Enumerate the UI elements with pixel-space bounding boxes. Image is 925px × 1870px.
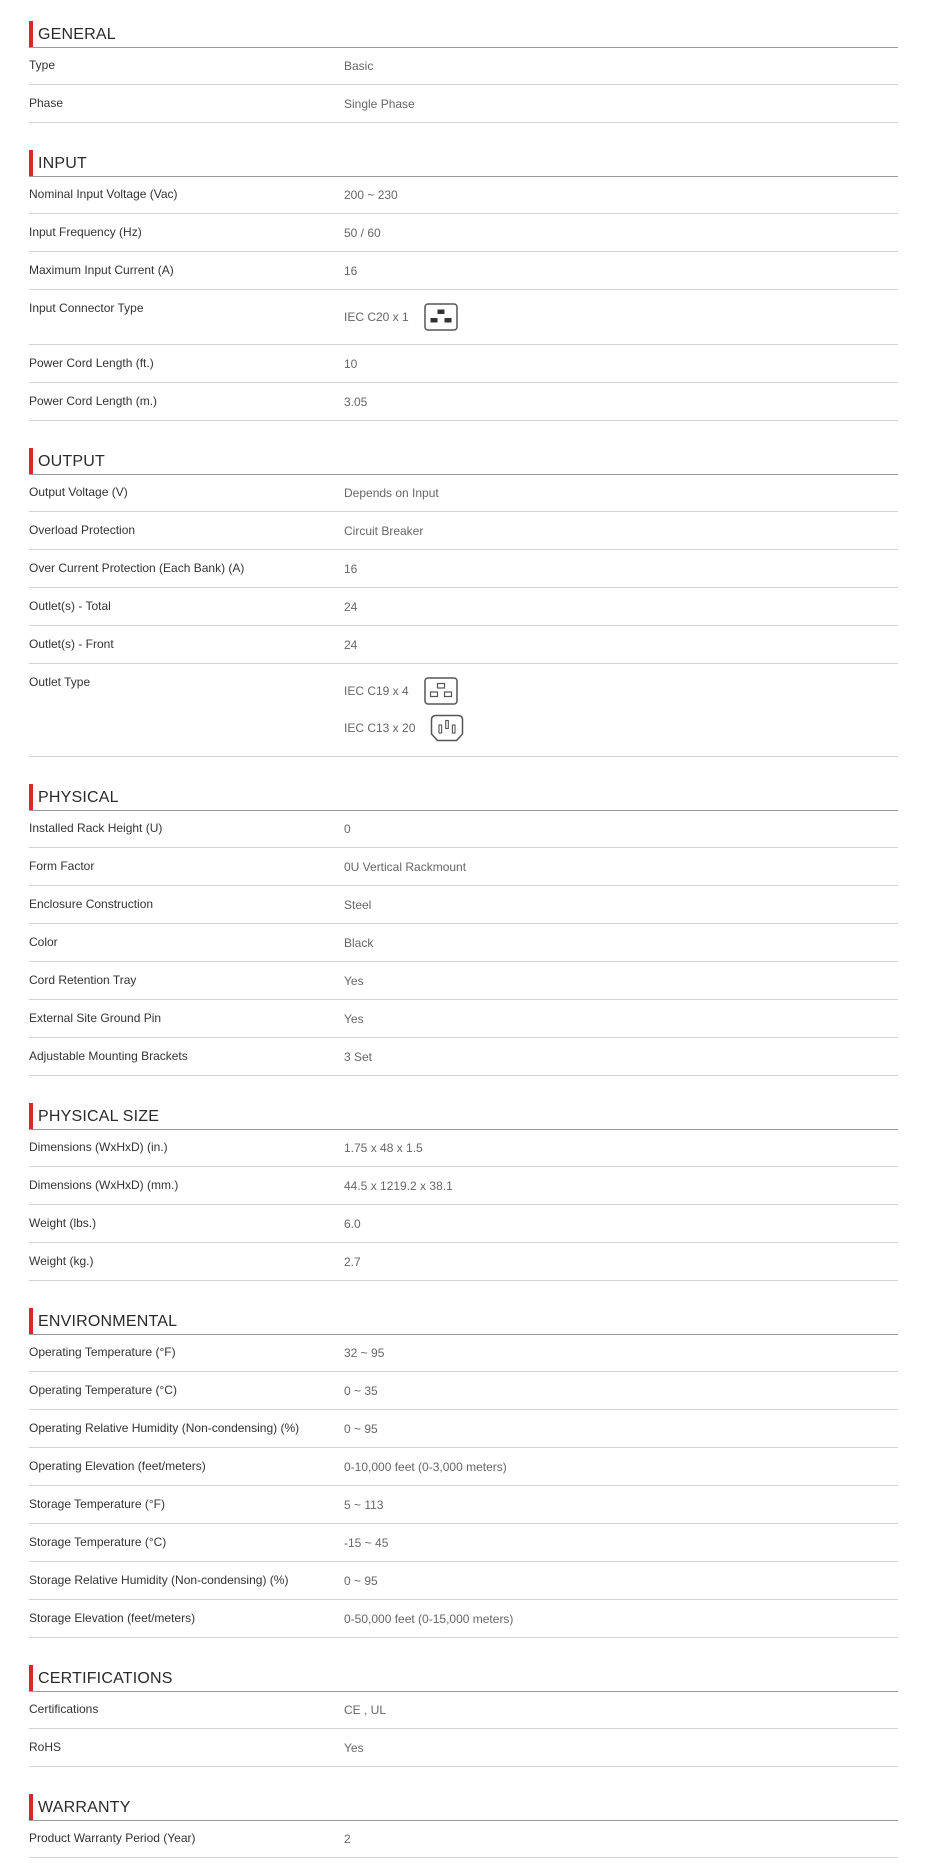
section-header-warranty	[29, 1782, 898, 1821]
spec-row-operating-temperature-f	[29, 1334, 898, 1372]
spec-value: 0	[344, 822, 351, 836]
spec-value: 2	[344, 1832, 351, 1846]
spec-label: Storage Temperature (°C)	[29, 1535, 167, 1549]
spec-value: 5 ~ 113	[344, 1498, 384, 1512]
spec-row-operating-elevation	[29, 1448, 898, 1486]
spec-value: 50 / 60	[344, 226, 381, 240]
spec-value: Circuit Breaker	[344, 524, 424, 538]
spec-value: 0-50,000 feet (0-15,000 meters)	[344, 1612, 514, 1626]
spec-row-enclosure-construction	[29, 886, 898, 924]
section-header-input	[29, 138, 898, 177]
spec-value: 6.0	[344, 1217, 361, 1231]
spec-value: 0 ~ 95	[344, 1422, 378, 1436]
section-accent-bar	[29, 150, 33, 176]
spec-row-rohs	[29, 1729, 898, 1767]
spec-row-over-current-protection	[29, 550, 898, 588]
spec-row-weight-kg	[29, 1243, 898, 1281]
section-header-environmental	[29, 1296, 898, 1335]
spec-row-operating-temperature-c	[29, 1372, 898, 1410]
spec-value: Basic	[344, 59, 374, 73]
spec-label: Operating Elevation (feet/meters)	[29, 1459, 206, 1473]
spec-label: Dimensions (WxHxD) (in.)	[29, 1140, 168, 1154]
spec-row-operating-humidity	[29, 1410, 898, 1448]
spec-label: Operating Temperature (°C)	[29, 1383, 177, 1397]
spec-label: Type	[29, 58, 56, 72]
spec-label: Outlet(s) - Front	[29, 637, 114, 651]
section-accent-bar	[29, 1308, 33, 1334]
spec-label: Power Cord Length (ft.)	[29, 356, 154, 370]
spec-value: 0 ~ 95	[344, 1574, 378, 1588]
spec-label: Over Current Protection (Each Bank) (A)	[29, 561, 245, 575]
spec-value-with-icon	[344, 302, 458, 332]
spec-row-phase	[29, 85, 898, 123]
spec-row-certifications	[29, 1691, 898, 1729]
section-accent-bar	[29, 784, 33, 810]
spec-value: 0 ~ 35	[344, 1384, 378, 1398]
spec-row-overload-protection	[29, 512, 898, 550]
spec-row-color	[29, 924, 898, 962]
spec-value: 16	[344, 264, 358, 278]
spec-label: Enclosure Construction	[29, 897, 154, 911]
spec-label: Maximum Input Current (A)	[29, 263, 174, 277]
spec-label: External Site Ground Pin	[29, 1011, 162, 1025]
spec-value-with-icon	[344, 676, 458, 706]
iec-c20-plug-icon	[424, 303, 458, 331]
spec-row-installed-rack-height	[29, 810, 898, 848]
spec-value: 1.75 x 48 x 1.5	[344, 1141, 423, 1155]
spec-row-output-voltage	[29, 474, 898, 512]
spec-value: Depends on Input	[344, 486, 439, 500]
spec-row-outlets-front	[29, 626, 898, 664]
spec-label: Operating Temperature (°F)	[29, 1345, 176, 1359]
spec-label: Color	[29, 935, 58, 949]
spec-value: Steel	[344, 898, 372, 912]
spec-label: Nominal Input Voltage (Vac)	[29, 187, 178, 201]
spec-label: Installed Rack Height (U)	[29, 821, 163, 835]
spec-label: Output Voltage (V)	[29, 485, 128, 499]
section-title: INPUT	[38, 155, 87, 172]
spec-value: 44.5 x 1219.2 x 38.1	[344, 1179, 453, 1193]
spec-row-adjustable-mounting-brackets	[29, 1038, 898, 1076]
spec-value: Yes	[344, 1741, 364, 1755]
spec-row-storage-humidity	[29, 1562, 898, 1600]
spec-value: 16	[344, 562, 358, 576]
spec-value: Yes	[344, 974, 364, 988]
iec-c13-outlet-icon	[430, 714, 464, 742]
spec-label: RoHS	[29, 1740, 62, 1754]
spec-value-with-icon	[344, 713, 464, 743]
spec-row-storage-temperature-f	[29, 1486, 898, 1524]
spec-value: 2.7	[344, 1255, 361, 1269]
spec-label: Form Factor	[29, 859, 95, 873]
spec-row-dimensions-in	[29, 1129, 898, 1167]
spec-value: 200 ~ 230	[344, 188, 398, 202]
spec-value: CE , UL	[344, 1703, 387, 1717]
spec-value: 0U Vertical Rackmount	[344, 860, 467, 874]
section-title: CERTIFICATIONS	[38, 1670, 173, 1687]
spec-value: 24	[344, 600, 358, 614]
spec-label: Weight (lbs.)	[29, 1216, 97, 1230]
spec-label: Outlet Type	[29, 675, 91, 689]
spec-row-dimensions-mm	[29, 1167, 898, 1205]
spec-row-outlets-total	[29, 588, 898, 626]
spec-row-input-frequency	[29, 214, 898, 252]
spec-row-type	[29, 47, 898, 85]
section-header-output	[29, 436, 898, 475]
spec-label: Power Cord Length (m.)	[29, 394, 158, 408]
spec-label: Phase	[29, 96, 64, 110]
spec-row-nominal-input-voltage	[29, 176, 898, 214]
spec-value: Yes	[344, 1012, 364, 1026]
section-title: ENVIRONMENTAL	[38, 1313, 178, 1330]
spec-row-power-cord-length-ft	[29, 345, 898, 383]
section-title: PHYSICAL SIZE	[38, 1108, 160, 1125]
spec-value: Black	[344, 936, 374, 950]
spec-label: Adjustable Mounting Brackets	[29, 1049, 188, 1063]
spec-row-maximum-input-current	[29, 252, 898, 290]
spec-label: Overload Protection	[29, 523, 136, 537]
section-title: PHYSICAL	[38, 789, 119, 806]
section-header-general	[29, 9, 898, 48]
section-title: GENERAL	[38, 26, 116, 43]
spec-row-power-cord-length-m	[29, 383, 898, 421]
spec-value: 0-10,000 feet (0-3,000 meters)	[344, 1460, 507, 1474]
spec-value: IEC C13 x 20	[344, 721, 416, 735]
spec-row-cord-retention-tray	[29, 962, 898, 1000]
spec-value: IEC C19 x 4	[344, 684, 409, 698]
section-accent-bar	[29, 1665, 33, 1691]
spec-row-form-factor	[29, 848, 898, 886]
spec-value: Single Phase	[344, 97, 415, 111]
spec-label: Outlet(s) - Total	[29, 599, 111, 613]
section-title: WARRANTY	[38, 1799, 131, 1816]
section-title: OUTPUT	[38, 453, 105, 470]
section-accent-bar	[29, 21, 33, 47]
spec-row-storage-temperature-c	[29, 1524, 898, 1562]
spec-label: Product Warranty Period (Year)	[29, 1831, 196, 1845]
spec-row-weight-lbs	[29, 1205, 898, 1243]
section-accent-bar	[29, 1103, 33, 1129]
spec-label: Dimensions (WxHxD) (mm.)	[29, 1178, 179, 1192]
spec-label: Operating Relative Humidity (Non-condensing) (%)	[29, 1421, 300, 1435]
spec-value: 24	[344, 638, 358, 652]
section-header-physical-size	[29, 1091, 898, 1130]
spec-label: Cord Retention Tray	[29, 973, 137, 987]
spec-row-storage-elevation	[29, 1600, 898, 1638]
section-accent-bar	[29, 448, 33, 474]
spec-row-external-site-ground-pin	[29, 1000, 898, 1038]
iec-c19-outlet-icon	[424, 677, 458, 705]
spec-label: Certifications	[29, 1702, 99, 1716]
spec-label: Weight (kg.)	[29, 1254, 94, 1268]
spec-row-product-warranty-period	[29, 1820, 898, 1858]
section-accent-bar	[29, 1794, 33, 1820]
spec-value: 3 Set	[344, 1050, 373, 1064]
spec-label: Storage Relative Humidity (Non-condensing) (%)	[29, 1573, 289, 1587]
spec-label: Input Connector Type	[29, 301, 144, 315]
spec-label: Storage Elevation (feet/meters)	[29, 1611, 196, 1625]
spec-value: 32 ~ 95	[344, 1346, 385, 1360]
spec-value: 10	[344, 357, 358, 371]
section-header-certifications	[29, 1653, 898, 1692]
spec-row-input-connector-type	[29, 290, 898, 345]
section-header-physical	[29, 772, 898, 811]
spec-label: Storage Temperature (°F)	[29, 1497, 165, 1511]
spec-value: 3.05	[344, 395, 368, 409]
spec-row-outlet-type	[29, 664, 898, 757]
spec-label: Input Frequency (Hz)	[29, 225, 142, 239]
spec-value: IEC C20 x 1	[344, 310, 409, 324]
spec-value: -15 ~ 45	[344, 1536, 389, 1550]
